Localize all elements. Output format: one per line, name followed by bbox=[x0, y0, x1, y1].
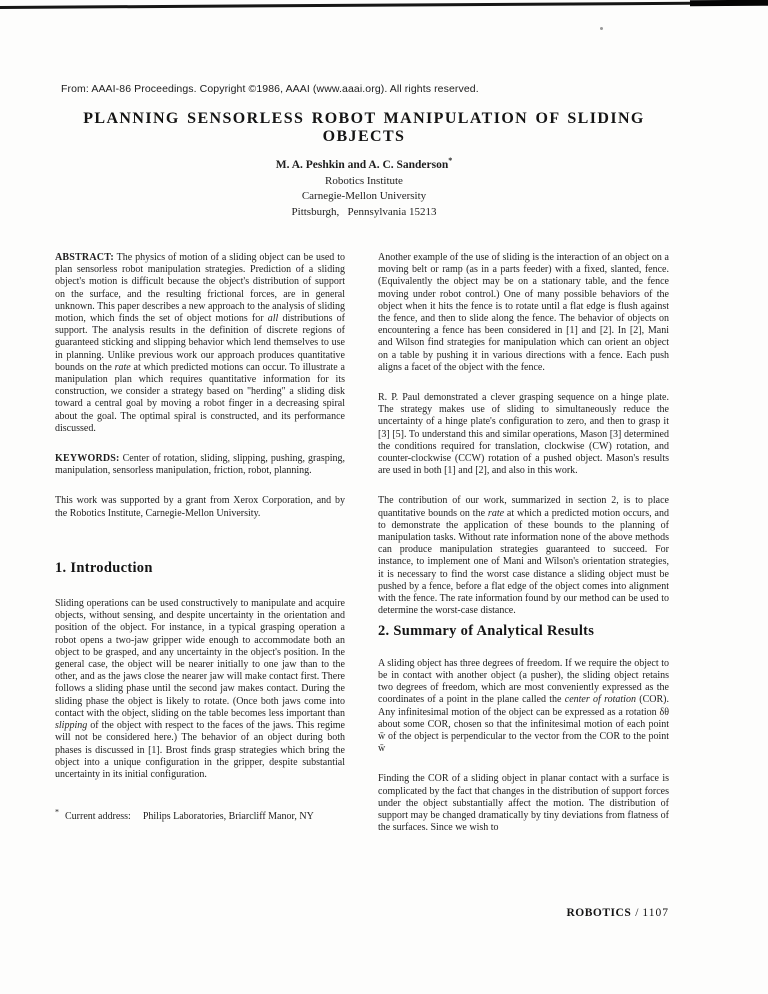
affiliation-institute: Robotics Institute bbox=[325, 174, 403, 187]
support-acknowledgment: This work was supported by a grant from Xerox Corporation, and by the Robotics Institute, Carnegie-Mellon University. bbox=[55, 495, 345, 519]
abstract-paragraph bbox=[55, 252, 345, 435]
scan-artifact-dot bbox=[600, 27, 603, 30]
right-column bbox=[378, 252, 669, 834]
running-head: ROBOTICS bbox=[566, 907, 632, 919]
affiliation-city: Pittsburgh, Pennsylvania 15213 bbox=[291, 205, 437, 218]
abstract-text: The physics of motion of a sliding object can be used to plan sensorless robot manipulation strategies. Prediction of a sliding object's motion is difficult because the object's distribution of support on the surface, and the resulting frictional forces, are in general unknown. This paper describes a new approach to the analysis of sliding motion, which finds the set of object motions for all distributions of support. The analysis results in the definition of discrete regions of guaranteed sticking and slipping behavior which lend themselves to use in planning. Unlike previous work our approach produces quantitative bounds on the rate at which predicted motions can occur. To illustrate a manipulation plan which requires quantitative information for its construction, we consider a strategy based on "herding" a sliding disk toward a central goal by moving a robot finger in a decreasing spiral about the goal. The optimal spiral is constructed, and its performance discussed. bbox=[55, 252, 345, 434]
section-heading-introduction: 1. Introduction bbox=[55, 559, 153, 576]
author-footnote-marker: * bbox=[448, 156, 453, 166]
scan-artifact-top-line bbox=[0, 1, 768, 8]
paragraph-finding-cor: Finding the COR of a sliding object in planar contact with a surface is complicated by the fact that changes in the distribution of support forces under the object substantially affect the motion. The distribution of support may be changed dramatically by tiny deviations from flatness of the surfaces. Since we wish to bbox=[378, 773, 669, 834]
page-number: 1107 bbox=[642, 907, 669, 919]
keywords-paragraph bbox=[55, 453, 345, 477]
footer-separator: / bbox=[635, 907, 639, 919]
copyright-notice: From: AAAI-86 Proceedings. Copyright ©1986, AAAI (www.aaai.org). All rights reserved. bbox=[61, 83, 479, 95]
footnote-label: Current address: bbox=[65, 811, 131, 823]
keywords-label: KEYWORDS: bbox=[55, 453, 120, 465]
abstract-label: ABSTRACT: bbox=[55, 252, 114, 263]
paragraph-contribution: The contribution of our work, summarized in section 2, is to place quantitative bounds on the rate at which a predicted motion occurs, and to demonstrate the application of these bounds to the planning of manipulation tasks. Without rate information none of the above methods can produce manipulation strategies guaranteed to succeed. For instance, to implement one of Mani and Wilson's orientation strategies, it is necessary to find the worst case distance a sliding object must be pushed by a fence, before a flat edge of the object comes into alignment with the fence. The rate information found by our method can be used to determine the worst-case distance. bbox=[378, 495, 669, 617]
paragraph-paul-grasping: R. P. Paul demonstrated a clever grasping sequence on a hinge plate. The strategy makes use of sliding to simultaneously reduce the uncertainty of a hinge plate's configuration to zero, and then to grasp it [3] [5]. To understand this and similar operations, Mason [3] determined the conditions required for translation, clockwise (CW) rotation, and counter-clockwise (CCW) rotation of a pushed object. Mason's results are used in both [1] and [2], and also in this work. bbox=[378, 392, 669, 477]
author-names: M. A. Peshkin and A. C. Sanderson* bbox=[275, 156, 453, 171]
section-heading-summary: 2. Summary of Analytical Results bbox=[378, 623, 595, 640]
paper-title: PLANNING SENSORLESS ROBOT MANIPULATION OF SLIDING OBJECTS bbox=[83, 110, 645, 145]
page-footer bbox=[378, 907, 669, 919]
introduction-paragraph: Sliding operations can be used constructively to manipulate and acquire objects, without sensing, and despite uncertainty in the orientation and position of the object. For instance, in a typical grasping operation a robot opens a two-jaw gripper wide enough to accommodate both an object to be grasped, and any uncertainty in the object's position. In the general case, the object will be nearer initially to one jaw than to the other, and as the jaws close the nearer jaw will make contact first. There follows a sliding phase until the second jaw makes contact. During the sliding phase the object is likely to rotate. (Once both jaws come into contact with the object, sliding on the table becomes less important than slipping of the object with respect to the faces of the jaws. This regime will not be considered here.) The behavior of an object during both phases is discussed in [1]. Brost finds grasp strategies which bring the object into a unique configuration in the gripper, despite substantial uncertainty in its initial configuration. bbox=[55, 598, 345, 780]
footnote-marker: * bbox=[55, 807, 59, 817]
affiliation-university: Carnegie-Mellon University bbox=[301, 190, 427, 202]
footnote bbox=[55, 807, 345, 823]
footnote-value: Philips Laboratories, Briarcliff Manor, NY bbox=[142, 811, 314, 823]
keywords-text: Center of rotation, sliding, slipping, pushing, grasping, manipulation, sensorless manipulation, friction, robot, planning. bbox=[55, 453, 345, 477]
scan-artifact-corner-blob bbox=[690, 0, 768, 6]
paragraph-degrees-of-freedom: A sliding object has three degrees of freedom. If we require the object to be in contact with another object (a pusher), the sliding object retains two degrees of freedom, which are most conveniently expressed as the coordinates of a point in the plane called the center of rotation (COR). Any infinitesimal motion of the object can be expressed as a rotation δθ about some COR, chosen so that the infinitesimal motion of each point w̄ of the object is perpendicular to the vector from the COR to the point w̄ bbox=[378, 657, 669, 755]
left-column bbox=[55, 252, 345, 823]
paragraph-fence-example: Another example of the use of sliding is the interaction of an object on a moving belt or ramp (as in a parts feeder) with a fixed, slanted, fence. (Equivalently the object may be on a stationary table, and the fence moving under robot control.) One of many possible behaviors of the object when it hits the fence is to rotate until a flat edge is flush against the fence, and then to slide along the fence. The behavior of objects on encountering a fence has been considered in [1] and [2]. In [2], Mani and Wilson find strategies for manipulation which can orient an object on a table by pushing it in various directions with a fence. Each push aligns a facet of the object with the fence. bbox=[378, 252, 669, 373]
author-block bbox=[40, 158, 688, 220]
